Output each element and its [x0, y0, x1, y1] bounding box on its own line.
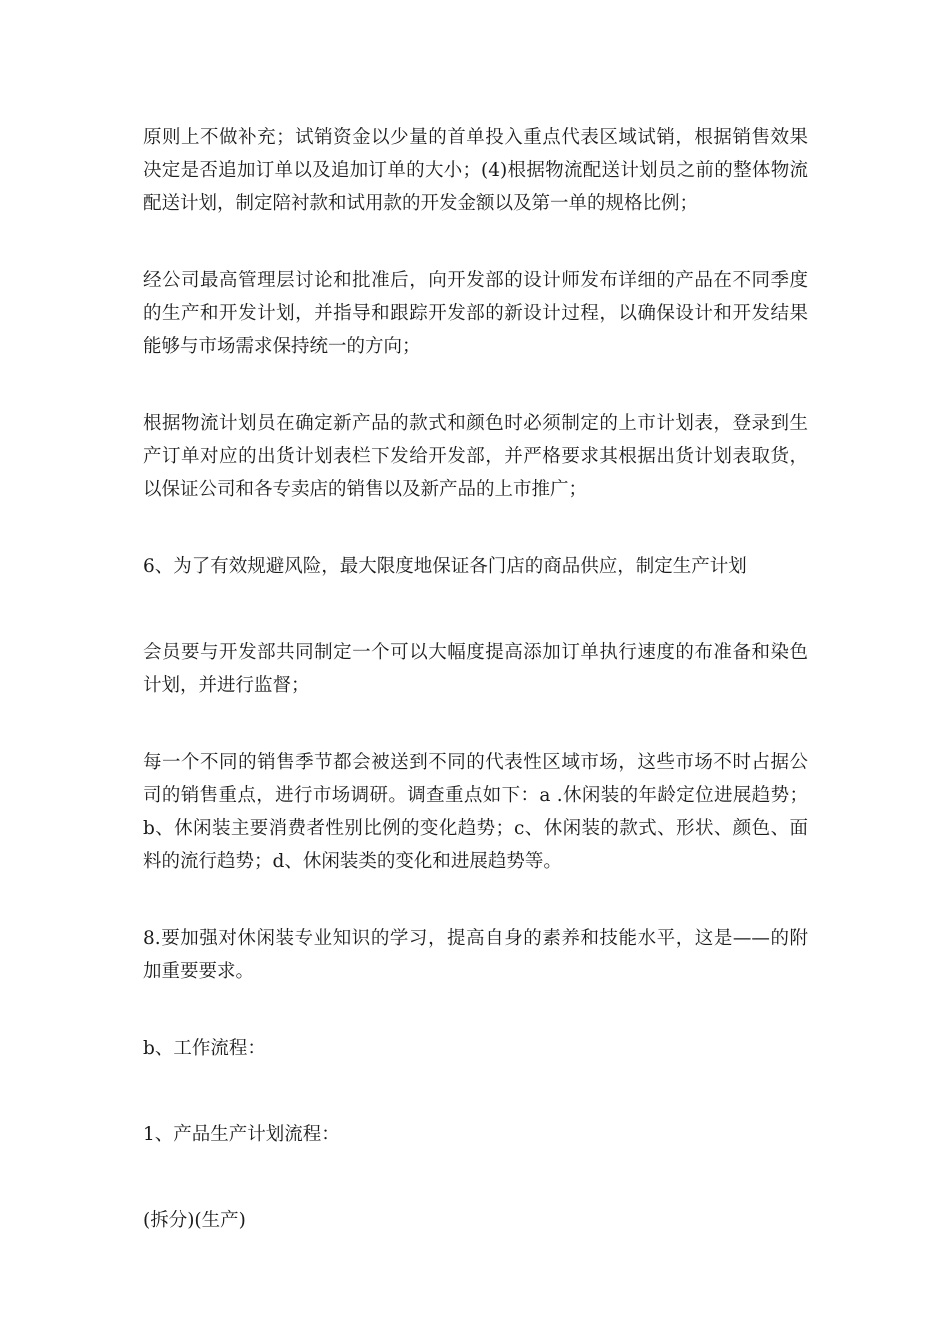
- paragraph-market-research: 每一个不同的销售季节都会被送到不同的代表性区域市场，这些市场不时占据公司的销售重点，进行市场调研。调查重点如下：a .休闲装的年龄定位进展趋势；b、休闲装主要消费者性别比例的变化趋势；c、休闲装的款式、形状、颜色、面料的流行趋势；d、休闲装类的变化和进展趋势等。: [143, 752, 808, 872]
- paragraph-development-plan: 经公司最高管理层讨论和批准后，向开发部的设计师发布详细的产品在不同季度的生产和开发计划，并指导和跟踪开发部的新设计过程，以确保设计和开发结果能够与市场需求保持统一的方向；: [143, 270, 808, 357]
- paragraph-item-6: 6、为了有效规避风险，最大限度地保证各门店的商品供应，制定生产计划: [143, 556, 747, 577]
- paragraph-fabric-dyeing-plan: 会员要与开发部共同制定一个可以大幅度提高添加订单执行速度的布准备和染色计划，并进行监督；: [143, 642, 808, 696]
- heading-production-plan-process: 1、产品生产计划流程：: [143, 1124, 340, 1145]
- paragraph-launch-schedule: 根据物流计划员在确定新产品的款式和颜色时必须制定的上市计划表，登录到生产订单对应的出货计划表栏下发给开发部，并严格要求其根据出货计划表取货，以保证公司和各专卖店的销售以及新产品的上市推广；: [143, 413, 808, 500]
- document-body: [143, 121, 808, 1290]
- paragraph-trial-sales: 原则上不做补充；试销资金以少量的首单投入重点代表区域试销，根据销售效果决定是否追加订单以及追加订单的大小；(4)根据物流配送计划员之前的整体物流配送计划，制定陪衬款和试用款的开发金额以及第一单的规格比例；: [143, 127, 808, 214]
- paragraph-split-production: (拆分)(生产): [143, 1210, 246, 1231]
- paragraph-item-8: 8.要加强对休闲装专业知识的学习，提高自身的素养和技能水平，这是——的附加重要要求。: [143, 928, 808, 982]
- heading-work-process: b、工作流程：: [143, 1038, 266, 1059]
